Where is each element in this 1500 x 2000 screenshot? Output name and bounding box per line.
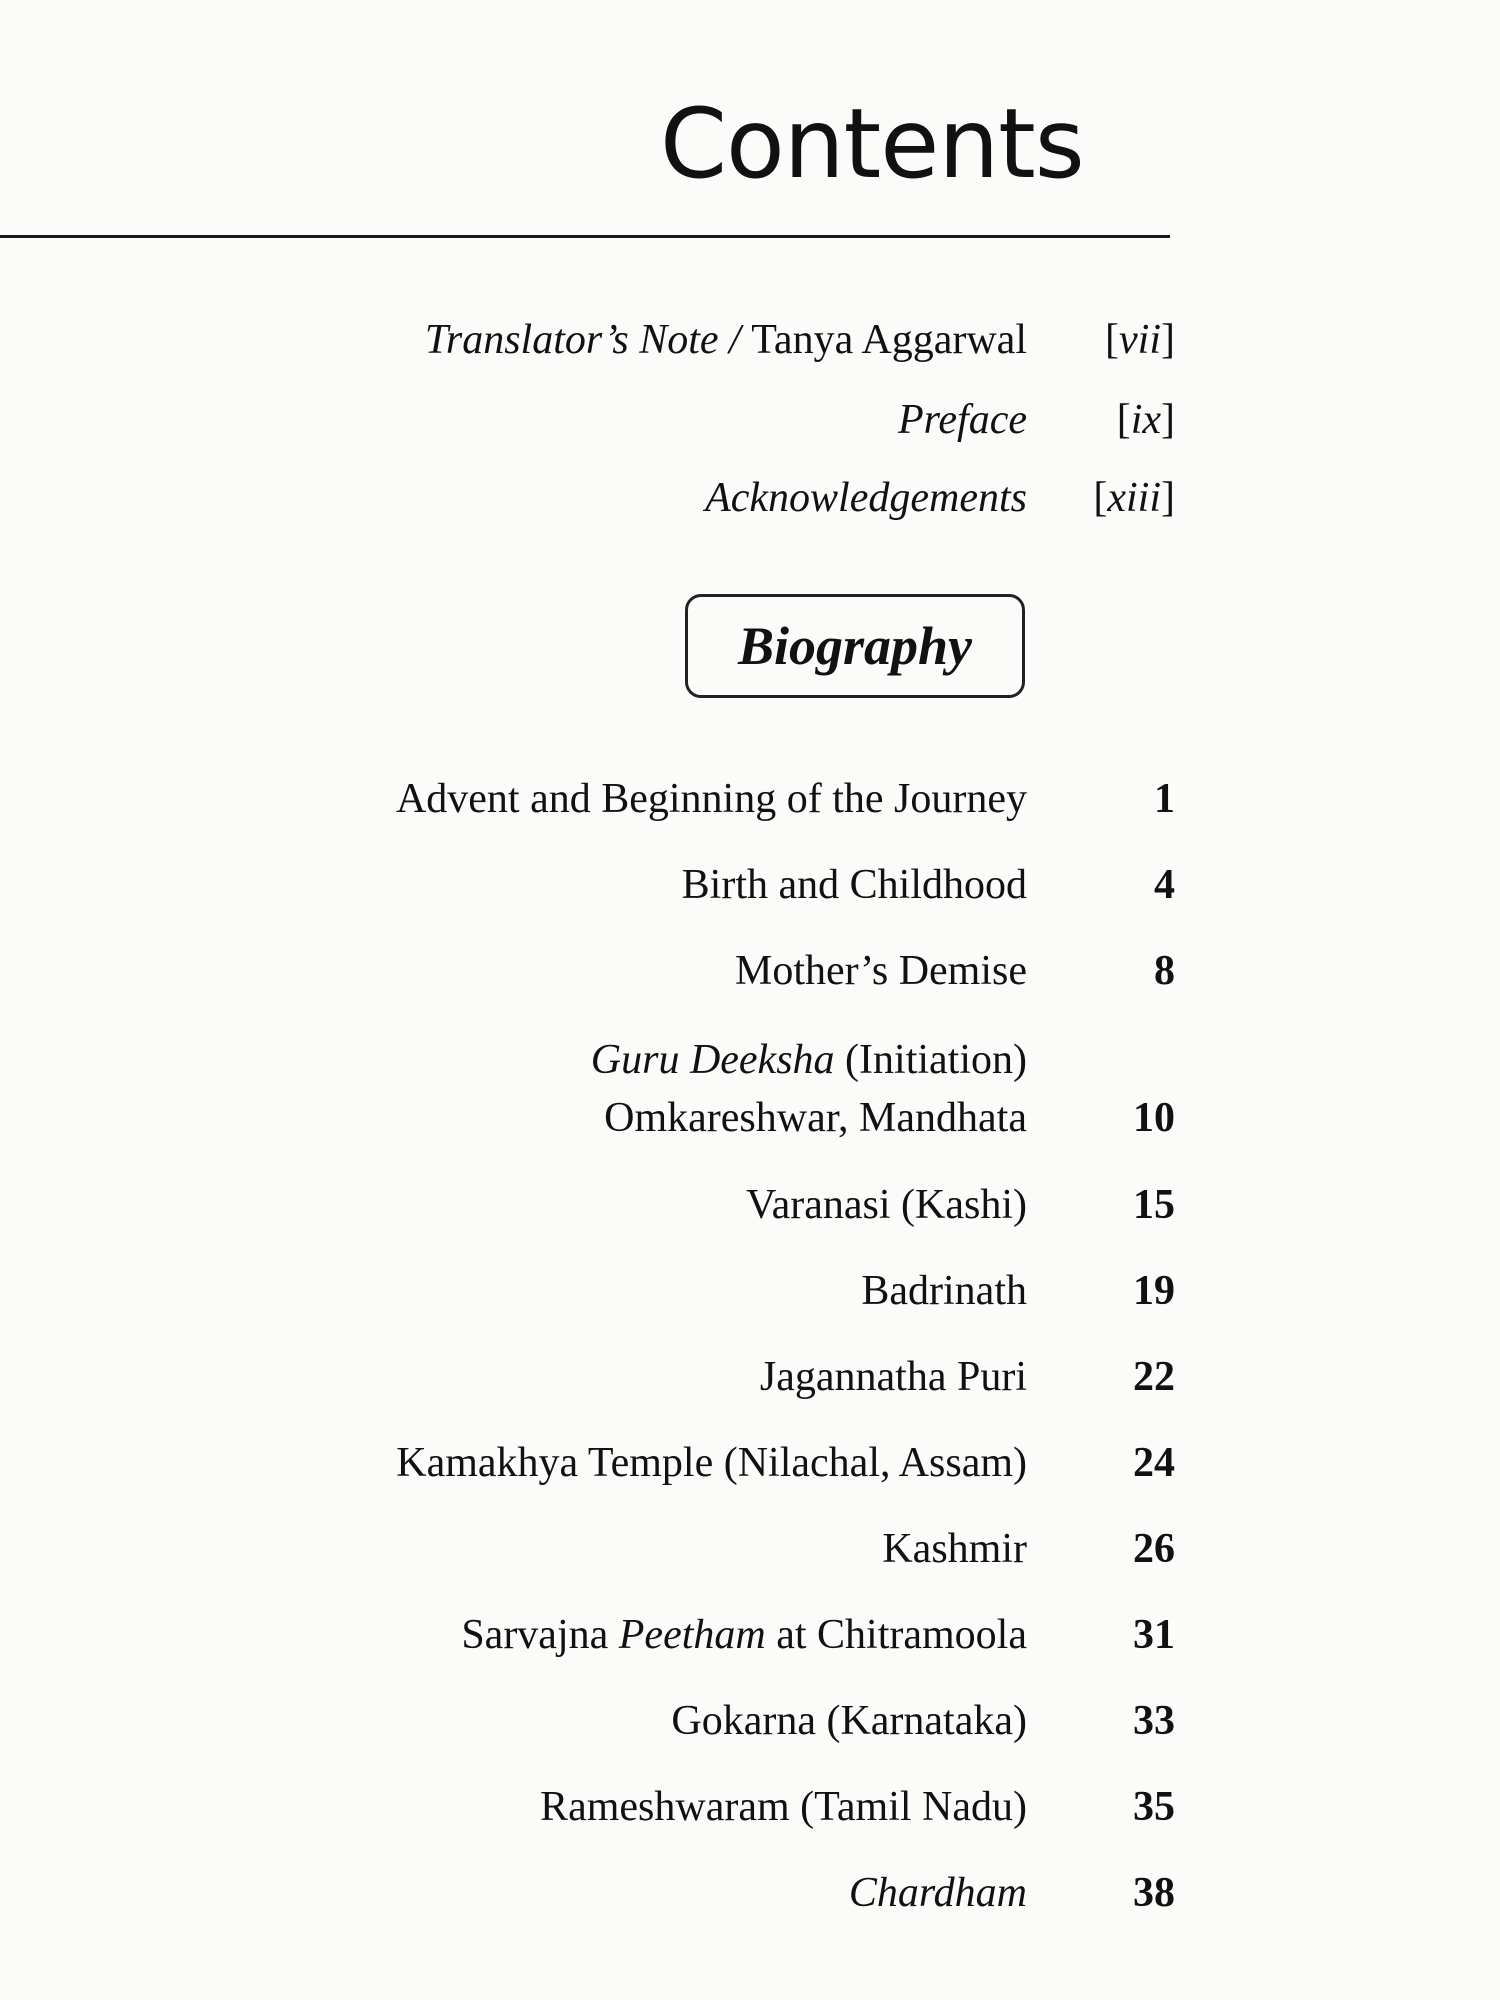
section-heading-box	[685, 594, 1025, 698]
entry-page: [ix]	[1116, 397, 1175, 443]
toc-row	[0, 1525, 1500, 1585]
toc-row	[0, 947, 1500, 1007]
entry-title: Birth and Childhood	[681, 862, 1027, 908]
entry-title: Translator’s Note / Tanya Aggarwal	[424, 317, 1027, 363]
entry-page: 19	[1133, 1268, 1175, 1314]
entry-page: 22	[1133, 1354, 1175, 1400]
toc-row	[0, 1267, 1500, 1327]
entry-author: Tanya Aggarwal	[751, 317, 1027, 363]
entry-page: 15	[1133, 1182, 1175, 1228]
entry-title: Gokarna (Karnataka)	[671, 1698, 1027, 1744]
entry-title: Advent and Beginning of the Journey	[395, 776, 1027, 822]
entry-page: 1	[1154, 776, 1175, 822]
toc-row	[0, 1783, 1500, 1843]
page-title: Contents	[660, 88, 1084, 200]
entry-title: Badrinath	[861, 1268, 1027, 1314]
entry-title: Rameshwaram (Tamil Nadu)	[540, 1784, 1027, 1830]
entry-title: Kamakhya Temple (Nilachal, Assam)	[396, 1440, 1027, 1486]
toc-row	[0, 1439, 1500, 1499]
entry-page: [vii]	[1105, 317, 1175, 363]
entry-page: 4	[1154, 862, 1175, 908]
toc-row	[0, 775, 1500, 835]
entry-page: 24	[1133, 1440, 1175, 1486]
entry-page: [xiii]	[1093, 475, 1175, 521]
toc-row	[0, 1697, 1500, 1757]
entry-title: Preface	[897, 397, 1027, 443]
entry-title: Varanasi (Kashi)	[745, 1182, 1027, 1228]
toc-row	[0, 861, 1500, 921]
toc-row	[0, 1353, 1500, 1413]
front-matter-row-preface	[0, 392, 1500, 452]
entry-page: 35	[1133, 1784, 1175, 1830]
title-rule	[0, 235, 1170, 238]
front-matter-row-translators-note	[0, 312, 1500, 372]
entry-title-line1: Guru Deeksha (Initiation)	[590, 1037, 1027, 1083]
entry-title-italic: Translator’s Note	[424, 317, 719, 363]
entry-page: 26	[1133, 1526, 1175, 1572]
entry-title: Acknowledgements	[705, 475, 1027, 521]
front-matter-row-acknowledgements	[0, 470, 1500, 530]
entry-page: 10	[1133, 1095, 1175, 1141]
entry-title: Jagannatha Puri	[759, 1354, 1027, 1400]
entry-title: Chardham	[848, 1870, 1027, 1916]
entry-page: 8	[1154, 948, 1175, 994]
entry-page: 38	[1133, 1870, 1175, 1916]
toc-row	[0, 1036, 1500, 1156]
section-heading: Biography	[737, 616, 973, 676]
entry-title: Kashmir	[882, 1526, 1027, 1572]
entry-title: Sarvajna Peetham at Chitramoola	[461, 1612, 1027, 1658]
toc-row	[0, 1611, 1500, 1671]
toc-row	[0, 1181, 1500, 1241]
entry-page: 33	[1133, 1698, 1175, 1744]
entry-title: Mother’s Demise	[734, 948, 1027, 994]
entry-page: 31	[1133, 1612, 1175, 1658]
toc-row	[0, 1869, 1500, 1929]
entry-title-line2: Omkareshwar, Mandhata	[604, 1095, 1027, 1141]
